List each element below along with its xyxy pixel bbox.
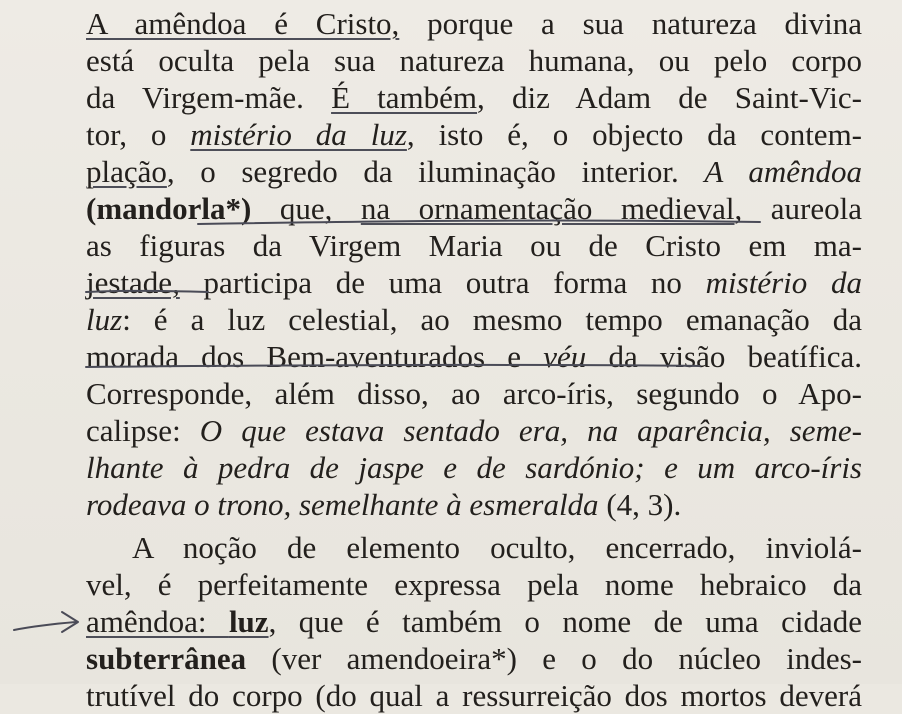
text-run: A noção de elemento oculto, encerrado, inviolá-: [132, 530, 862, 565]
text-line: [86, 450, 862, 486]
text-run: , o segredo da iluminação interior.: [166, 154, 705, 189]
text-line: [86, 413, 862, 449]
text-run: mistério da: [705, 265, 862, 300]
text-run: A amêndoa é Cristo,: [86, 6, 400, 41]
text-run: tor, o: [86, 117, 191, 152]
text-run: da Virgem-mãe.: [86, 80, 332, 115]
text-line: [86, 567, 862, 603]
text-line: [86, 487, 862, 523]
text-line: [86, 302, 862, 338]
text-run: jestade,: [86, 265, 180, 300]
text-run: rodeava o trono, semelhante à esmeralda: [86, 487, 599, 522]
text-run: porque a sua natureza divina: [399, 6, 862, 41]
text-run: lhante à pedra de jaspe e de sardónio; e um arco-íris: [86, 450, 862, 485]
text-run: mistério da luz: [190, 117, 407, 152]
text-run: luz: [228, 604, 269, 639]
text-run: calipse:: [86, 413, 200, 448]
text-run: participa de uma outra forma no: [179, 265, 706, 300]
text-run: O que estava sentado era, na aparência, seme-: [199, 413, 862, 448]
text-run: A amêndoa: [704, 154, 862, 189]
text-run: Corresponde, além disso, ao arco-íris, segundo o Apo-: [86, 376, 862, 411]
text-line: [86, 154, 862, 190]
text-line: [86, 191, 862, 227]
text-line: [86, 604, 862, 640]
text-run: amêndoa:: [86, 604, 229, 639]
text-run: (ver amendoeira*) e o do núcleo indes-: [246, 641, 862, 676]
text-run: as figuras da Virgem Maria ou de Cristo em ma-: [86, 228, 862, 263]
text-run: está oculta pela sua natureza humana, ou pelo corpo: [86, 43, 862, 78]
text-line: [86, 43, 862, 79]
text-run: na ornamentação medieval: [360, 191, 735, 226]
text-run: que,: [251, 191, 361, 226]
text-run: morada dos Bem-aventurados e: [86, 339, 544, 374]
text-run: , que é também o nome de uma cidade: [268, 604, 862, 639]
text-run: É também: [331, 80, 478, 115]
text-line: [86, 117, 862, 153]
text-line: [86, 6, 862, 42]
text-run: plação: [86, 154, 167, 189]
text-line: [86, 339, 862, 375]
text-run: , isto é, o objecto da contem-: [406, 117, 863, 152]
handwritten-arrow-icon: [14, 612, 78, 632]
text-line: [86, 265, 862, 301]
text-run: trutível do corpo (do qual a ressurreição dos mortos deverá: [86, 678, 862, 713]
text-run: , diz Adam de Saint-Vic-: [477, 80, 862, 115]
text-run: vel, é perfeitamente expressa pela nome hebraico da: [86, 567, 862, 602]
text-run: véu: [543, 339, 587, 374]
text-run: da visão beatífica.: [586, 339, 862, 374]
text-run: (4, 3).: [598, 487, 682, 522]
text-line: [86, 80, 862, 116]
text-line: [132, 530, 862, 566]
text-line: [86, 641, 862, 677]
text-run: luz: [86, 302, 123, 337]
text-run: , aureola: [734, 191, 862, 226]
text-run: (mandorla*): [86, 191, 252, 226]
text-line: [86, 376, 862, 412]
text-line: [86, 228, 862, 264]
text-run: : é a luz celestial, ao mesmo tempo emanação da: [122, 302, 862, 337]
text-line: [86, 678, 862, 714]
text-run: subterrânea: [86, 641, 247, 676]
